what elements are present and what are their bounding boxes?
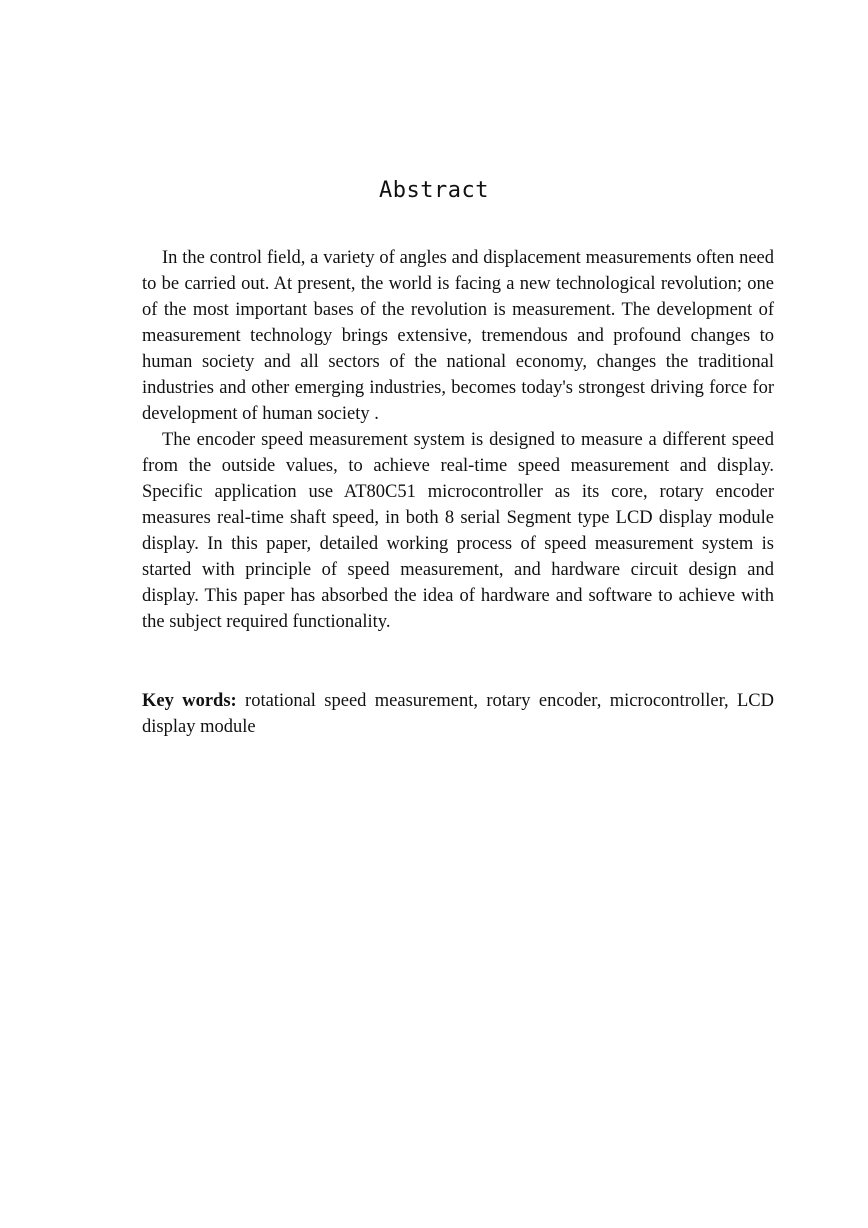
abstract-paragraph-2: The encoder speed measurement system is designed to measure a different speed from the outside values, to achieve real-time speed measurement and display. Specific application use AT80C51 microcontroller as its core, rotary encoder measures real-time shaft speed, in both 8 serial Segment type LCD display module display. In this paper, detailed working process of speed measurement system is started with principle of speed measurement, and hardware circuit design and display. This paper has absorbed the idea of hardware and software to achieve with the subject required functionality. xyxy=(142,430,774,632)
abstract-paragraph-1: In the control field, a variety of angles and displacement measurements often need to be carried out. At present, the world is facing a new technological revolution; one of the most important bases of the revolution is measurement. The development of measurement technology brings extensive, tremendous and profound changes to human society and all sectors of the national economy, changes the traditional industries and other emerging industries, becomes today's strongest driving force for development of human society . xyxy=(142,248,774,424)
keywords-text: rotational speed measurement, rotary encoder, microcontroller, LCD display module xyxy=(142,691,774,737)
abstract-title: Abstract xyxy=(379,178,489,203)
keywords-line xyxy=(142,688,774,740)
keywords-label: Key words: xyxy=(142,691,237,711)
abstract-body xyxy=(142,245,774,635)
